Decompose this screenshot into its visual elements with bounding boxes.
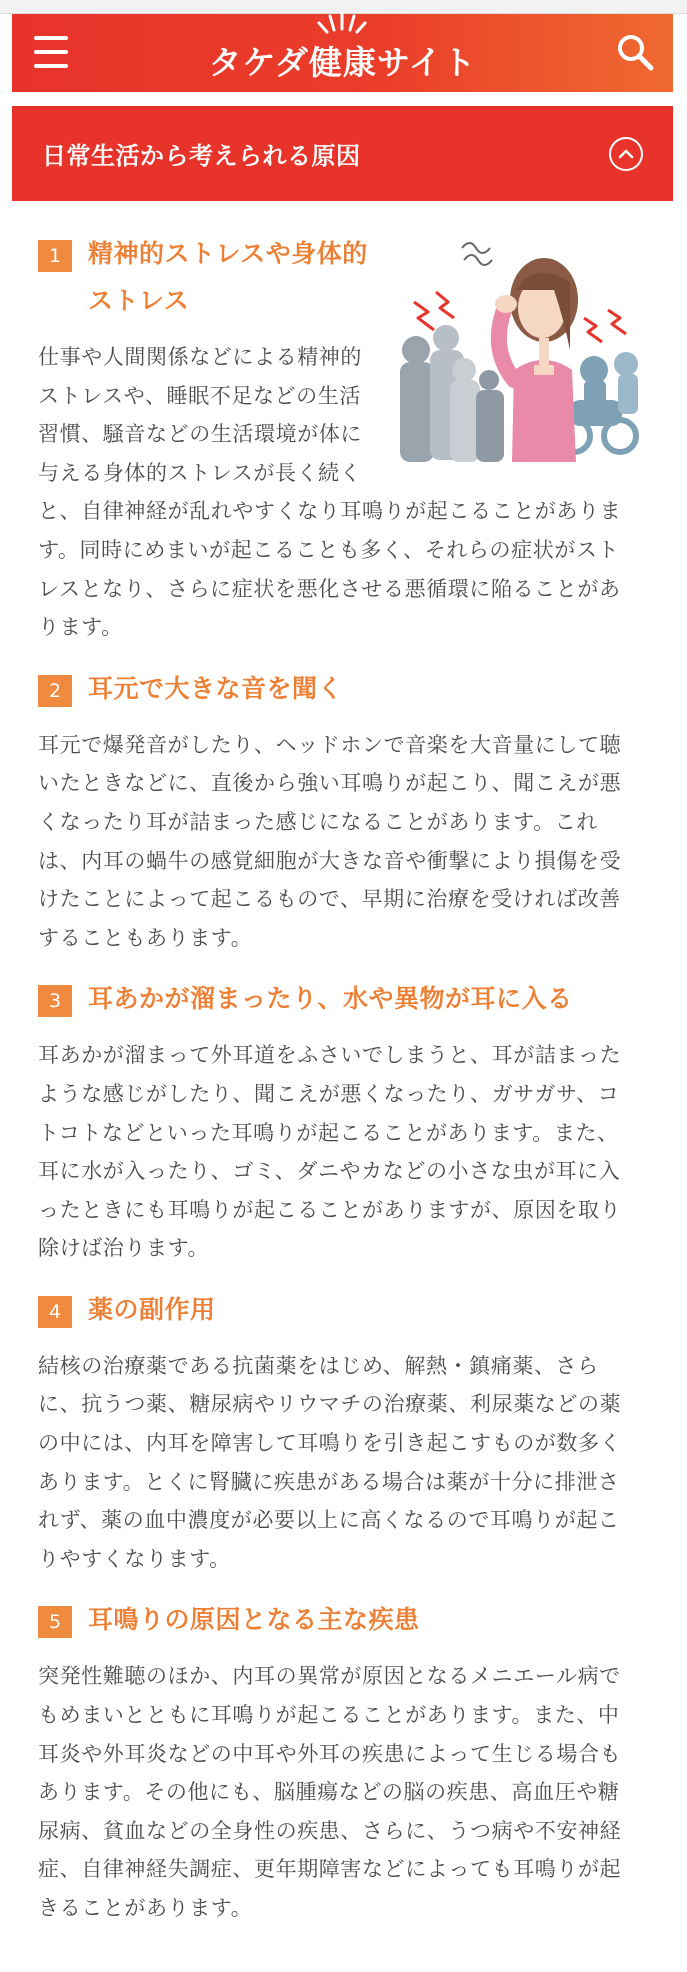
- item-title: 耳鳴りの原因となる主な疾患: [88, 1605, 420, 1635]
- section-accordion-header[interactable]: [12, 106, 673, 201]
- cause-item-4: [38, 1286, 636, 1579]
- site-logo[interactable]: [208, 37, 476, 84]
- cause-item-3: [38, 975, 636, 1268]
- item-number-badge: 4: [38, 1296, 72, 1328]
- logo-sun-rays-icon: [312, 9, 372, 35]
- item-number-badge: 3: [38, 985, 72, 1017]
- search-icon[interactable]: [615, 32, 655, 72]
- section-title: 日常生活から考えられる原因: [42, 142, 361, 170]
- chevron-up-circle-icon[interactable]: [609, 137, 643, 171]
- item-description: 突発性難聴のほか、内耳の異常が原因となるメニエール病でもめまいとともに耳鳴りが起こることがあります。また、中耳炎や外耳炎などの中耳や外耳の疾患によって生じる場合もあります。その他にも、脳腫瘍などの脳の疾患、高血圧や糖尿病、貧血などの全身性の疾患、さらに、うつ病や不安神経症、自律神経失調症、更年期障害などによっても耳鳴りが起きることがあります。: [38, 1664, 622, 1920]
- cause-item-1: [38, 230, 636, 647]
- item-title: 耳元で大きな音を聞く: [88, 673, 344, 703]
- cause-item-2: [38, 665, 636, 958]
- logo-text: タケダ健康サイト: [208, 42, 477, 82]
- item-title: 精神的ストレスや身体的ストレス: [88, 239, 368, 315]
- item-number-badge: 5: [38, 1606, 72, 1638]
- causes-content: [38, 230, 636, 1928]
- item-number-badge: 2: [38, 675, 72, 707]
- stressed-woman-illustration: [394, 230, 644, 462]
- cause-item-5: [38, 1596, 636, 1927]
- item-description: 耳元で爆発音がしたり、ヘッドホンで音楽を大音量にして聴いたときなどに、直後から強い耳鳴りが起こり、聞こえが悪くなったり耳が詰まった感じになることがあります。これは、内耳の蝸牛の感覚細胞が大きな音や衝撃により損傷を受けたことによって起こるもので、早期に治療を受ければ改善することもあります。: [38, 732, 622, 950]
- item-description: 耳あかが溜まって外耳道をふさいでしまうと、耳が詰まったような感じがしたり、聞こえが悪くなったり、ガサガサ、コトコトなどといった耳鳴りが起こることがあります。また、耳に水が入ったり、ゴミ、ダニやカなどの小さな虫が耳に入ったときにも耳鳴りが起こることがありますが、原因を取り除けば治ります。: [38, 1043, 622, 1261]
- item-description: 結核の治療薬である抗菌薬をはじめ、解熱・鎮痛薬、さらに、抗うつ薬、糖尿病やリウマチの治療薬、利尿薬などの薬の中には、内耳を障害して耳鳴りを引き起こすものが数多くあります。とくに腎臓に疾患がある場合は薬が十分に排泄されず、薬の血中濃度が必要以上に高くなるので耳鳴りが起こりやすくなります。: [38, 1353, 622, 1571]
- site-header: [12, 14, 673, 92]
- item-number-badge: 1: [38, 240, 72, 272]
- item-title: 薬の副作用: [88, 1294, 216, 1324]
- item-description: 仕事や人間関係などによる精神的ストレスや、睡眠不足などの生活習慣、騒音などの生活環境が体に与える身体的ストレスが長く続くと、自律神経が乱れやすくなり耳鳴りが起こることがあります。同時にめまいが起こることも多く、それらの症状がストレスとなり、さらに症状を悪化させる悪循環に陥ることがあります。: [38, 345, 622, 640]
- hamburger-menu-icon[interactable]: [34, 34, 68, 70]
- item-title: 耳あかが溜まったり、水や異物が耳に入る: [88, 984, 573, 1014]
